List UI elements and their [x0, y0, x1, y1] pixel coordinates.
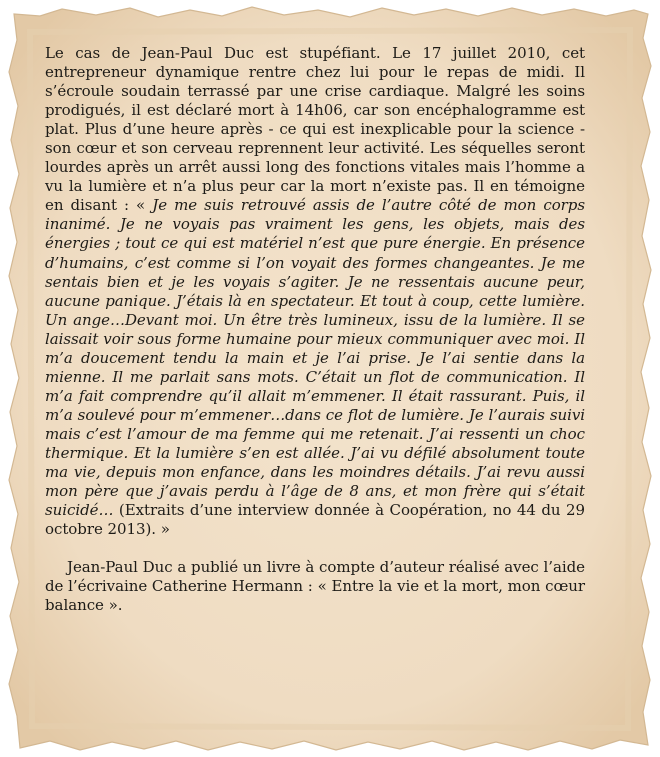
article-text — [45, 44, 585, 615]
paragraph-book: Jean-Paul Duc a publié un livre à compte d’auteur réalisé avec l’aide de l’écrivaine Catherine Hermann : « Entre la vie et la mort, mon cœur balance ». — [45, 558, 585, 615]
testimony-quote: Je me suis retrouvé assis de l’autre côté de mon corps inanimé. Je ne voyais pas vraiment les gens, les objets, mais des énergies ; tout ce qui est matériel n’est que pure énergie. En présence d’humains, c’est comme si l’on voyait des formes changeantes. Je me sentais bien et je les voyais s’agiter. Je ne ressentais aucune peur, aucune panique. J’étais là en spectateur. Et tout à coup, cette lumière. Un ange…Devant moi. Un être très lumineux, issu de la lumière. Il se laissait voir sous forme humaine pour mieux communiquer avec moi. Il m’a doucement tendu la main et je l’ai prise. Je l’ai sentie dans la mienne. Il me parlait sans mots. C’était un flot de communication. Il m’a fait comprendre qu’il allait m’emmener. Il était rassurant. Puis, il m’a soulevé pour m’emmener…dans ce flot de lumière. Je l’aurais suivi mais c’est l’amour de ma femme qui me retenait. J’ai ressenti un choc thermique. Et la lumière s’en est allée. J’ai vu défilé absolument toute ma vie, depuis mon enfance, dans les moindres détails. J’ai revu aussi mon père que j’avais perdu à l’âge de 8 ans, et mon frère qui s’était suicidé… — [45, 196, 585, 520]
paragraph-intro: Le cas de Jean-Paul Duc est stupéfiant. Le 17 juillet 2010, cet entrepreneur dynamique rentre chez lui pour le repas de midi. Il s’écroule soudain terrassé par une crise cardiaque. Malgré les soins prodigués, il est déclaré mort à 14h06, car son encéphalogramme est plat. Plus d’une heure après - ce qui est inexplicable pour la science - son cœur et son cerveau reprennent leur activité. Les séquelles seront lourdes après un arrêt aussi long des fonctions vitales mais l’homme a vu la lumière et n’a plus peur car la mort n’existe pas. Il en témoigne en disant : « — [45, 44, 585, 215]
quote-source: (Extraits d’une interview donnée à Coopération, no 44 du 29 octobre 2013). » — [45, 501, 585, 539]
paragraph-testimony — [45, 44, 585, 539]
